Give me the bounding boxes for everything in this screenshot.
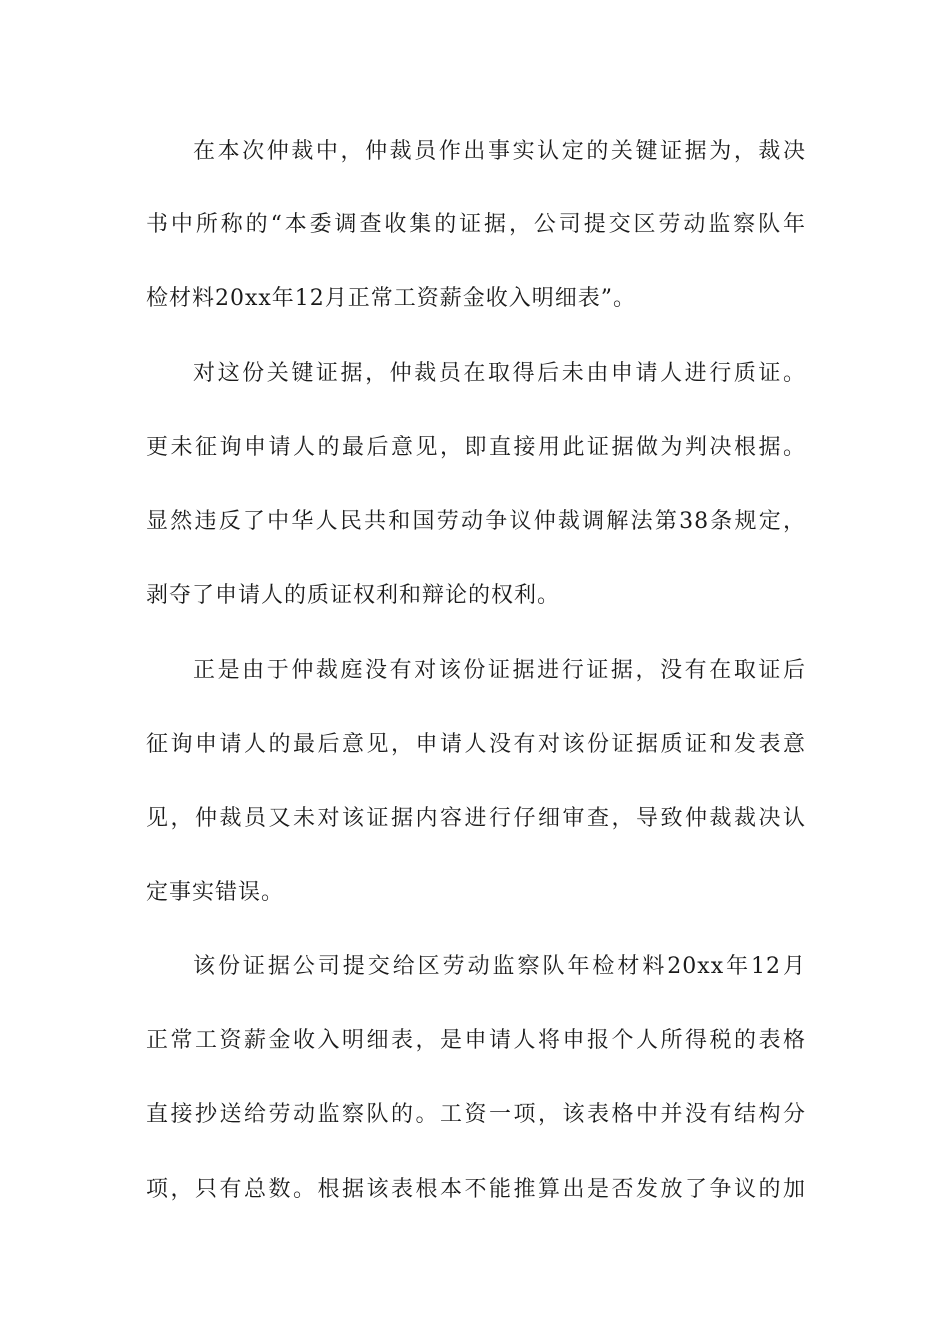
paragraph-line: 对这份关键证据，仲裁员在取得后未由申请人进行质证。 — [193, 361, 806, 386]
paragraph-line: 显然违反了中华人民共和国劳动争议仲裁调解法第38条规定， — [146, 509, 806, 534]
paragraph-line: 见，仲裁员又未对该证据内容进行仔细审查，导致仲裁裁决认 — [146, 806, 806, 831]
paragraph-line: 该份证据公司提交给区劳动监察队年检材料20xx年12月 — [193, 954, 806, 979]
paragraph-line: 正是由于仲裁庭没有对该份证据进行证据，没有在取证后 — [193, 658, 806, 683]
paragraph-line: 在本次仲裁中，仲裁员作出事实认定的关键证据为，裁决 — [193, 139, 806, 164]
paragraph-line: 项，只有总数。根据该表根本不能推算出是否发放了争议的加 — [146, 1177, 806, 1202]
paragraph-line: 书中所称的“本委调查收集的证据，公司提交区劳动监察队年 — [146, 212, 806, 237]
paragraph-line: 更未征询申请人的最后意见，即直接用此证据做为判决根据。 — [146, 435, 806, 460]
paragraph-line: 检材料20xx年12月正常工资薪金收入明细表”。 — [146, 286, 637, 311]
paragraph-line: 定事实错误。 — [146, 880, 285, 905]
paragraph-line: 正常工资薪金收入明细表，是申请人将申报个人所得税的表格 — [146, 1028, 806, 1053]
paragraph-line: 剥夺了申请人的质证权利和辩论的权利。 — [146, 583, 561, 608]
paragraph-line: 征询申请人的最后意见，申请人没有对该份证据质证和发表意 — [146, 732, 806, 757]
paragraph-line: 直接抄送给劳动监察队的。工资一项，该表格中并没有结构分 — [146, 1102, 806, 1127]
